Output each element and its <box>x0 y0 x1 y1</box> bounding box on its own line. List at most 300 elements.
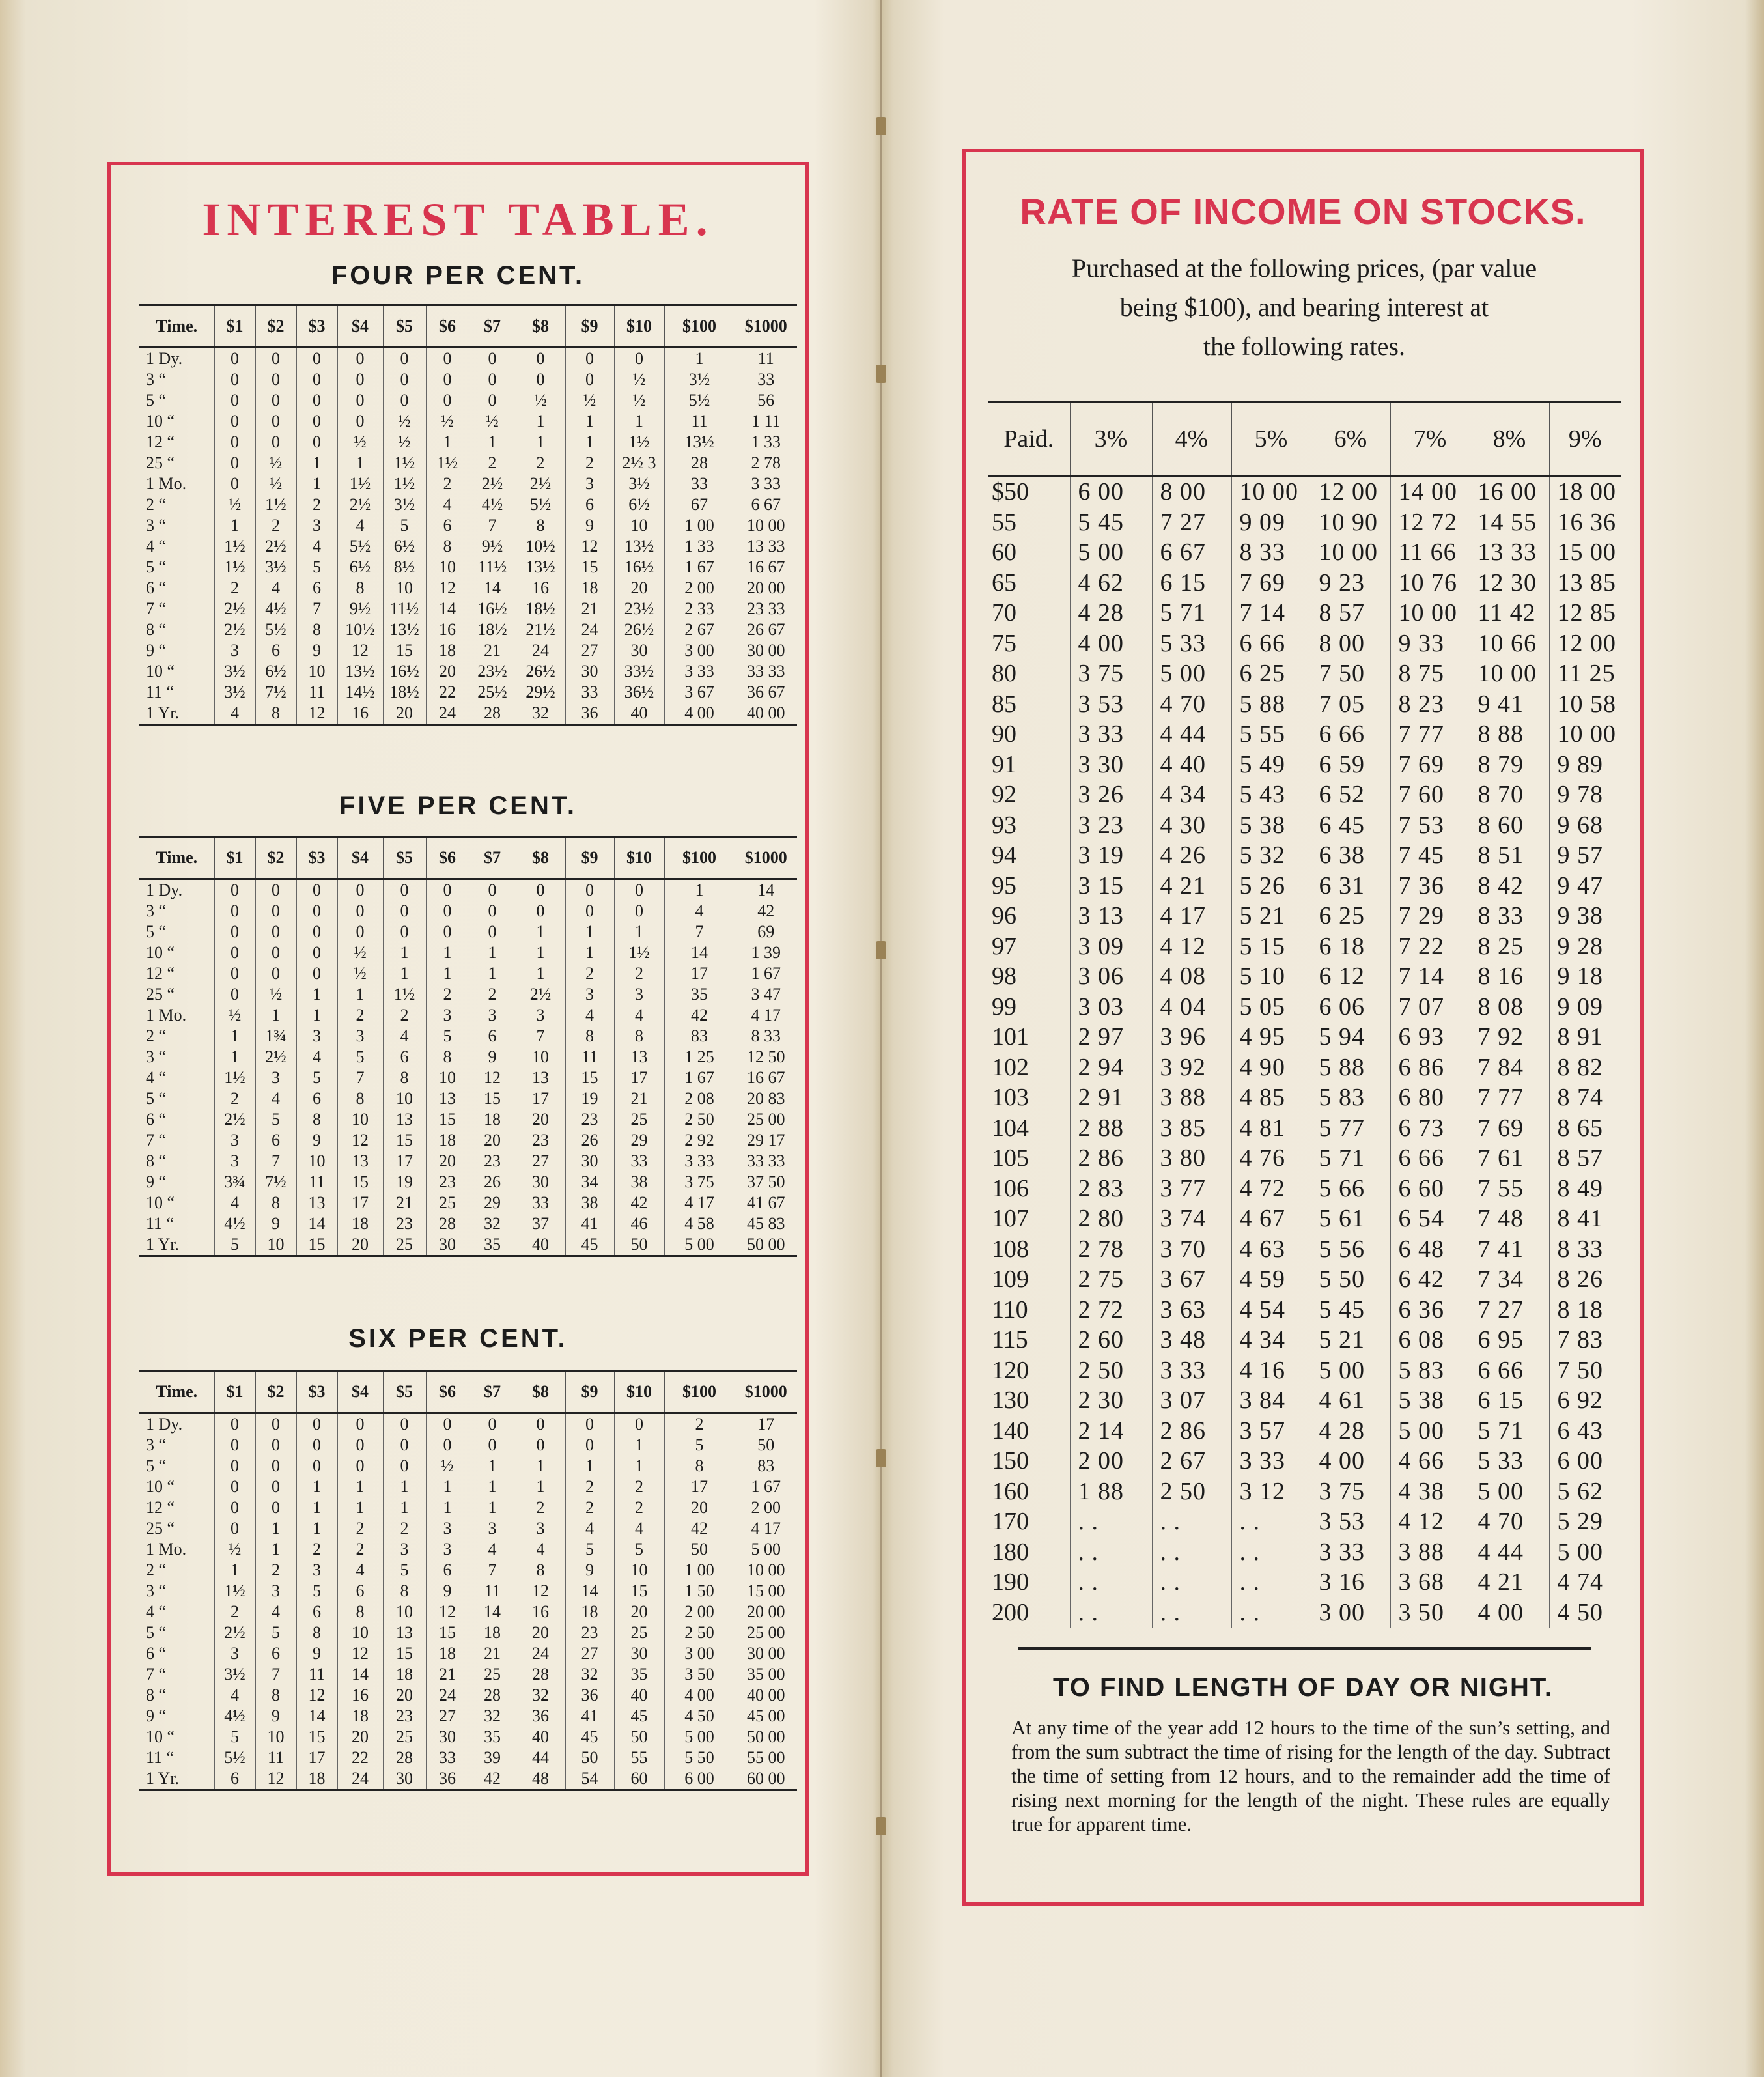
interest-cell: 21 <box>426 1664 469 1685</box>
interest-cell: 4 <box>296 536 337 557</box>
rate-cell: 8 18 <box>1557 1295 1603 1323</box>
column-header: $1000 <box>735 305 797 348</box>
interest-cell: 33 <box>426 1747 469 1768</box>
rate-cell: 13 85 <box>1557 569 1616 597</box>
interest-cell: 21½ <box>516 619 565 640</box>
interest-cell: 27 <box>565 1643 614 1664</box>
interest-cell: 1 <box>516 942 565 963</box>
interest-cell: 0 <box>255 348 296 370</box>
rate-cell: 5 83 <box>1311 1082 1390 1113</box>
price-cell: 130 <box>988 1385 1070 1416</box>
rate-cell: 8 88 <box>1470 719 1549 750</box>
interest-cell: 7 <box>337 1067 383 1088</box>
rate-cell: . . <box>1070 1506 1152 1537</box>
table-row <box>988 658 1621 689</box>
interest-cell: 1 <box>337 1497 383 1518</box>
rate-cell: 7 29 <box>1390 901 1470 931</box>
interest-cell: 42 <box>664 1005 735 1026</box>
rate-cell: 7 14 <box>1231 598 1311 629</box>
rate-cell: 6 67 <box>1152 537 1231 568</box>
rate-cell: 6 25 <box>1311 901 1390 931</box>
interest-cell: 8 <box>516 1560 565 1581</box>
interest-cell: 9 <box>565 1560 614 1581</box>
binding-stitch <box>876 117 886 135</box>
interest-cell: 4½ <box>214 1706 255 1727</box>
column-header: 9% <box>1549 403 1621 476</box>
table-row <box>988 931 1621 962</box>
table-row <box>988 1174 1621 1204</box>
interest-cell: 14 <box>426 599 469 619</box>
interest-cell: 23 <box>383 1213 426 1234</box>
interest-cell: 33 <box>664 473 735 494</box>
rate-cell: 7 77 <box>1390 719 1470 750</box>
interest-cell: 4 <box>516 1539 565 1560</box>
table-row <box>988 992 1621 1023</box>
rate-cell: 2 97 <box>1070 1022 1152 1053</box>
interest-cell: 1 <box>296 1005 337 1026</box>
interest-cell: 25 <box>469 1664 516 1685</box>
rate-cell: 3 23 <box>1070 810 1152 841</box>
rate-cell: 11 42 <box>1470 598 1549 629</box>
interest-cell: 11 <box>664 411 735 432</box>
interest-cell: 1 33 <box>664 536 735 557</box>
interest-cell: 1 67 <box>664 1067 735 1088</box>
column-header: $8 <box>516 837 565 879</box>
rate-cell: 9 09 <box>1231 507 1311 538</box>
rate-cell: 6 06 <box>1311 992 1390 1023</box>
interest-cell: 4 <box>469 1539 516 1560</box>
rate-cell: 5 10 <box>1231 961 1311 992</box>
rate-cell: 8 70 <box>1470 780 1549 810</box>
interest-cell: 4 17 <box>664 1193 735 1213</box>
price-cell: 70 <box>988 598 1070 629</box>
interest-cell: 9 <box>565 515 614 536</box>
interest-cell: 13 <box>296 1193 337 1213</box>
interest-cell: 28 <box>664 453 735 473</box>
interest-cell: 6½ <box>383 536 426 557</box>
interest-cell: 3½ <box>214 1664 255 1685</box>
rate-cell: 7 07 <box>1390 992 1470 1023</box>
rate-cell: 6 42 <box>1390 1264 1470 1295</box>
rate-cell: 4 54 <box>1231 1295 1311 1325</box>
interest-cell: 10 <box>383 1088 426 1109</box>
price-cell: 75 <box>988 629 1070 659</box>
interest-cell: 2 <box>337 1005 383 1026</box>
interest-cell: 4 <box>214 703 255 725</box>
table-row <box>139 348 797 370</box>
interest-cell: 0 <box>296 1413 337 1435</box>
interest-cell: 2 <box>614 963 664 984</box>
interest-cell: 29 <box>469 1193 516 1213</box>
intro-line: the following rates. <box>1203 332 1405 361</box>
interest-cell: 13 <box>614 1047 664 1067</box>
interest-cell: 35 <box>469 1234 516 1256</box>
interest-cell: 18 <box>426 1130 469 1151</box>
interest-cell: 24 <box>337 1768 383 1790</box>
interest-cell: 0 <box>337 348 383 370</box>
interest-cell: 45 <box>565 1727 614 1747</box>
interest-cell: 1 <box>614 1456 664 1477</box>
rate-cell: 3 68 <box>1390 1567 1470 1598</box>
interest-cell: 48 <box>516 1768 565 1790</box>
five-per-cent-table <box>139 836 797 1257</box>
interest-cell: 20 <box>383 703 426 725</box>
column-header: $1000 <box>735 837 797 879</box>
interest-cell: 12 <box>469 1067 516 1088</box>
interest-cell: 20 <box>469 1130 516 1151</box>
interest-cell: 50 00 <box>747 1727 785 1746</box>
interest-cell: 0 <box>214 1518 255 1539</box>
rate-cell: 2 83 <box>1070 1174 1152 1204</box>
interest-cell: 54 <box>565 1768 614 1790</box>
rate-cell: 11 66 <box>1390 537 1470 568</box>
interest-cell: 11½ <box>383 599 426 619</box>
interest-cell: 21 <box>614 1088 664 1109</box>
interest-cell: 23 <box>565 1109 614 1130</box>
table-row <box>139 1067 797 1088</box>
interest-cell: 3 <box>255 1581 296 1602</box>
interest-cell: 1 <box>614 1435 664 1456</box>
interest-cell: 2½ 3 <box>614 453 664 473</box>
time-cell: 25 “ <box>139 984 214 1005</box>
price-cell: $50 <box>988 476 1070 507</box>
table-row <box>139 515 797 536</box>
rate-cell: 8 74 <box>1557 1084 1603 1111</box>
interest-cell: 16½ <box>469 599 516 619</box>
interest-cell: 0 <box>469 1435 516 1456</box>
interest-cell: 0 <box>469 879 516 901</box>
interest-cell: 2 <box>337 1518 383 1539</box>
interest-cell: 20 <box>337 1234 383 1256</box>
interest-cell: 5 <box>383 515 426 536</box>
rate-cell: 3 03 <box>1070 992 1152 1023</box>
time-cell: 9 “ <box>139 1172 214 1193</box>
stock-income-table <box>988 401 1621 1628</box>
rate-cell: 6 54 <box>1390 1204 1470 1234</box>
table-row <box>139 1560 797 1581</box>
interest-cell: 30 <box>614 1643 664 1664</box>
interest-cell: 1½ <box>214 557 255 578</box>
price-cell: 105 <box>988 1143 1070 1174</box>
table-row <box>139 369 797 390</box>
rate-cell: 8 33 <box>1557 1235 1603 1263</box>
interest-cell: 3 <box>214 1643 255 1664</box>
interest-cell: 12 <box>296 1685 337 1706</box>
rate-cell: 16 00 <box>1470 476 1549 507</box>
interest-cell: 5 <box>565 1539 614 1560</box>
interest-cell: 2 <box>383 1005 426 1026</box>
interest-cell: 6 <box>426 515 469 536</box>
column-header: $100 <box>664 837 735 879</box>
interest-cell: 2½ <box>255 1047 296 1067</box>
rate-cell: 5 00 <box>1070 537 1152 568</box>
rate-cell: 4 72 <box>1231 1174 1311 1204</box>
interest-cell: 1 <box>664 879 735 901</box>
table-row <box>988 1416 1621 1447</box>
interest-cell: 42 <box>757 901 775 920</box>
interest-cell: 7 <box>255 1151 296 1172</box>
rate-cell: 6 66 <box>1470 1355 1549 1386</box>
interest-cell: 5 <box>255 1622 296 1643</box>
interest-cell: 50 <box>757 1435 775 1454</box>
interest-cell: 17 <box>337 1193 383 1213</box>
interest-cell: 1½ <box>383 984 426 1005</box>
rate-cell: 8 79 <box>1470 750 1549 780</box>
interest-cell: 0 <box>469 348 516 370</box>
interest-cell: 18 <box>565 578 614 599</box>
rate-cell: 10 00 <box>1470 658 1549 689</box>
rate-cell: 14 00 <box>1390 476 1470 507</box>
interest-cell: 25 <box>426 1193 469 1213</box>
interest-cell: ½ <box>614 369 664 390</box>
interest-cell: 1 <box>337 453 383 473</box>
interest-cell: 13½ <box>664 432 735 453</box>
interest-cell: 0 <box>296 348 337 370</box>
column-header: $10 <box>614 837 664 879</box>
interest-cell: 1½ <box>337 473 383 494</box>
interest-cell: 12 <box>337 1643 383 1664</box>
column-header: 3% <box>1070 403 1152 476</box>
interest-cell: 25 <box>383 1727 426 1747</box>
interest-cell: 2 <box>426 473 469 494</box>
interest-cell: 5 00 <box>664 1727 735 1747</box>
rate-cell: 4 95 <box>1231 1022 1311 1053</box>
rate-cell: 8 08 <box>1470 992 1549 1023</box>
column-header: $4 <box>337 837 383 879</box>
interest-cell: 40 <box>614 703 664 725</box>
interest-cell: 50 00 <box>735 1234 797 1256</box>
interest-cell: 8 <box>337 1602 383 1622</box>
price-cell: 94 <box>988 840 1070 871</box>
interest-cell: 4 <box>255 578 296 599</box>
table-row <box>139 1005 797 1026</box>
interest-cell: 12 <box>337 640 383 661</box>
time-cell: 1 Mo. <box>139 1005 214 1026</box>
interest-cell: 4 <box>664 901 735 922</box>
rate-cell: 6 38 <box>1311 840 1390 871</box>
interest-cell: 1 <box>516 1477 565 1497</box>
interest-cell: 41 <box>565 1706 614 1727</box>
interest-cell: 0 <box>255 963 296 984</box>
rate-cell: 3 33 <box>1152 1355 1231 1386</box>
column-header: 5% <box>1231 403 1311 476</box>
interest-cell: 17 <box>664 963 735 984</box>
interest-cell: 20 00 <box>747 1602 785 1621</box>
rate-cell: 9 23 <box>1311 568 1390 599</box>
interest-cell: 18½ <box>516 599 565 619</box>
rate-cell: 5 71 <box>1470 1416 1549 1447</box>
interest-cell: 0 <box>383 901 426 922</box>
interest-cell: 28 <box>383 1747 426 1768</box>
interest-cell: 17 <box>664 1477 735 1497</box>
rate-cell: 10 90 <box>1311 507 1390 538</box>
interest-cell: 3 <box>296 1026 337 1047</box>
time-cell: 5 “ <box>139 1088 214 1109</box>
interest-cell: 3 <box>469 1005 516 1026</box>
time-cell: 5 “ <box>139 390 214 411</box>
rate-cell: 9 18 <box>1557 963 1603 990</box>
rate-cell: . . <box>1152 1506 1231 1537</box>
column-header: $1000 <box>735 1371 797 1413</box>
interest-cell: 10 <box>614 1560 664 1581</box>
interest-cell: 7 <box>516 1026 565 1047</box>
time-cell: 2 “ <box>139 494 214 515</box>
interest-cell: 3 00 <box>664 1643 735 1664</box>
rate-cell: 8 57 <box>1311 598 1390 629</box>
interest-cell: 10 <box>426 1067 469 1088</box>
rate-cell: 10 00 <box>1231 476 1311 507</box>
interest-cell: 0 <box>214 453 255 473</box>
interest-cell: ½ <box>337 942 383 963</box>
interest-cell: 10 <box>614 515 664 536</box>
rate-cell: 9 41 <box>1470 689 1549 720</box>
table-row <box>988 476 1621 507</box>
table-row <box>139 432 797 453</box>
interest-cell: ½ <box>337 432 383 453</box>
rate-cell: . . <box>1231 1537 1311 1568</box>
interest-cell: 0 <box>214 390 255 411</box>
table-row <box>988 507 1621 538</box>
interest-cell: 2½ <box>337 494 383 515</box>
interest-cell: 0 <box>255 879 296 901</box>
interest-cell: 18 <box>426 640 469 661</box>
rate-cell: 7 22 <box>1390 931 1470 962</box>
rate-cell: 6 66 <box>1390 1143 1470 1174</box>
rate-cell: 4 70 <box>1152 689 1231 720</box>
interest-cell: 24 <box>516 1643 565 1664</box>
interest-cell: 1 67 <box>751 964 781 983</box>
rate-cell: 9 33 <box>1390 629 1470 659</box>
interest-cell: 1¾ <box>255 1026 296 1047</box>
table-row <box>139 1602 797 1622</box>
rate-cell: 2 72 <box>1070 1295 1152 1325</box>
interest-cell: 10 <box>296 661 337 682</box>
interest-cell: 0 <box>383 879 426 901</box>
interest-cell: 0 <box>214 1413 255 1435</box>
time-cell: 3 “ <box>139 515 214 536</box>
interest-cell: 40 <box>516 1234 565 1256</box>
interest-cell: 0 <box>426 901 469 922</box>
table-row <box>988 1264 1621 1295</box>
interest-cell: 2½ <box>255 536 296 557</box>
interest-cell: 0 <box>255 1435 296 1456</box>
rate-cell: 6 25 <box>1231 658 1311 689</box>
interest-cell: 18 <box>337 1706 383 1727</box>
interest-cell: 1 <box>614 922 664 942</box>
interest-cell: 0 <box>469 922 516 942</box>
interest-cell: 0 <box>383 1435 426 1456</box>
column-header: $5 <box>383 1371 426 1413</box>
six-per-cent-table <box>139 1370 797 1791</box>
interest-cell: 0 <box>565 369 614 390</box>
column-header: $9 <box>565 305 614 348</box>
interest-cell: 33½ <box>614 661 664 682</box>
interest-cell: 20 00 <box>747 578 785 597</box>
interest-cell: 0 <box>337 369 383 390</box>
interest-cell: 0 <box>296 369 337 390</box>
interest-cell: 1 <box>565 922 614 942</box>
rate-cell: 7 69 <box>1470 1113 1549 1144</box>
rate-cell: 5 45 <box>1070 507 1152 538</box>
time-cell: 2 “ <box>139 1026 214 1047</box>
interest-cell: 44 <box>516 1747 565 1768</box>
price-cell: 120 <box>988 1355 1070 1386</box>
interest-cell: 0 <box>337 901 383 922</box>
rate-cell: 3 50 <box>1390 1598 1470 1628</box>
rate-cell: 2 00 <box>1070 1446 1152 1477</box>
rate-cell: 10 66 <box>1470 629 1549 659</box>
rate-cell: 4 21 <box>1470 1567 1549 1598</box>
interest-cell: 11 <box>757 349 774 368</box>
header-row <box>988 403 1621 476</box>
rate-cell: 5 00 <box>1311 1355 1390 1386</box>
column-header: $3 <box>296 305 337 348</box>
interest-cell: 6½ <box>337 557 383 578</box>
table-row <box>988 1598 1621 1628</box>
table-row <box>139 619 797 640</box>
interest-cell: 3½ <box>255 557 296 578</box>
table-row <box>139 1477 797 1497</box>
interest-cell: 32 <box>516 1685 565 1706</box>
interest-cell: 1 <box>426 942 469 963</box>
interest-cell: 1½ <box>614 432 664 453</box>
rate-cell: 5 43 <box>1231 780 1311 810</box>
interest-cell: 18 <box>383 1664 426 1685</box>
interest-cell: 6½ <box>255 661 296 682</box>
table-row <box>139 682 797 703</box>
rate-cell: 12 72 <box>1390 507 1470 538</box>
interest-cell: 40 00 <box>747 1686 785 1704</box>
interest-cell: 6½ <box>614 494 664 515</box>
price-cell: 140 <box>988 1416 1070 1447</box>
interest-cell: 25 <box>614 1109 664 1130</box>
interest-cell: 0 <box>614 348 664 370</box>
interest-cell: 18½ <box>383 682 426 703</box>
interest-cell: 0 <box>337 879 383 901</box>
interest-cell: 50 <box>614 1234 664 1256</box>
rate-cell: 5 49 <box>1231 750 1311 780</box>
interest-cell: 4 <box>565 1005 614 1026</box>
interest-cell: 12 50 <box>747 1047 785 1066</box>
interest-cell: 42 <box>664 1518 735 1539</box>
rate-cell: 4 00 <box>1470 1598 1549 1628</box>
interest-cell: 5 <box>614 1539 664 1560</box>
rate-cell: 6 43 <box>1557 1417 1603 1445</box>
interest-cell: 8½ <box>383 557 426 578</box>
rate-cell: 7 84 <box>1470 1053 1549 1083</box>
table-row <box>139 1026 797 1047</box>
column-header: $4 <box>337 1371 383 1413</box>
time-cell: 5 “ <box>139 922 214 942</box>
interest-cell: 18 <box>469 1622 516 1643</box>
interest-cell: 3 <box>214 1151 255 1172</box>
price-cell: 190 <box>988 1567 1070 1598</box>
interest-cell: 10 <box>383 1602 426 1622</box>
rate-cell: 3 16 <box>1311 1567 1390 1598</box>
rate-cell: 8 60 <box>1470 810 1549 841</box>
interest-cell: 35 <box>469 1727 516 1747</box>
interest-cell: 0 <box>469 1413 516 1435</box>
rate-cell: 8 82 <box>1557 1053 1603 1081</box>
interest-cell: 39 <box>469 1747 516 1768</box>
header-row <box>139 837 797 879</box>
rate-cell: 7 53 <box>1390 810 1470 841</box>
interest-cell: 2 <box>296 1539 337 1560</box>
interest-cell: 3 <box>426 1518 469 1539</box>
interest-cell: 8 <box>337 578 383 599</box>
interest-cell: 0 <box>296 432 337 453</box>
interest-cell: 1½ <box>383 473 426 494</box>
